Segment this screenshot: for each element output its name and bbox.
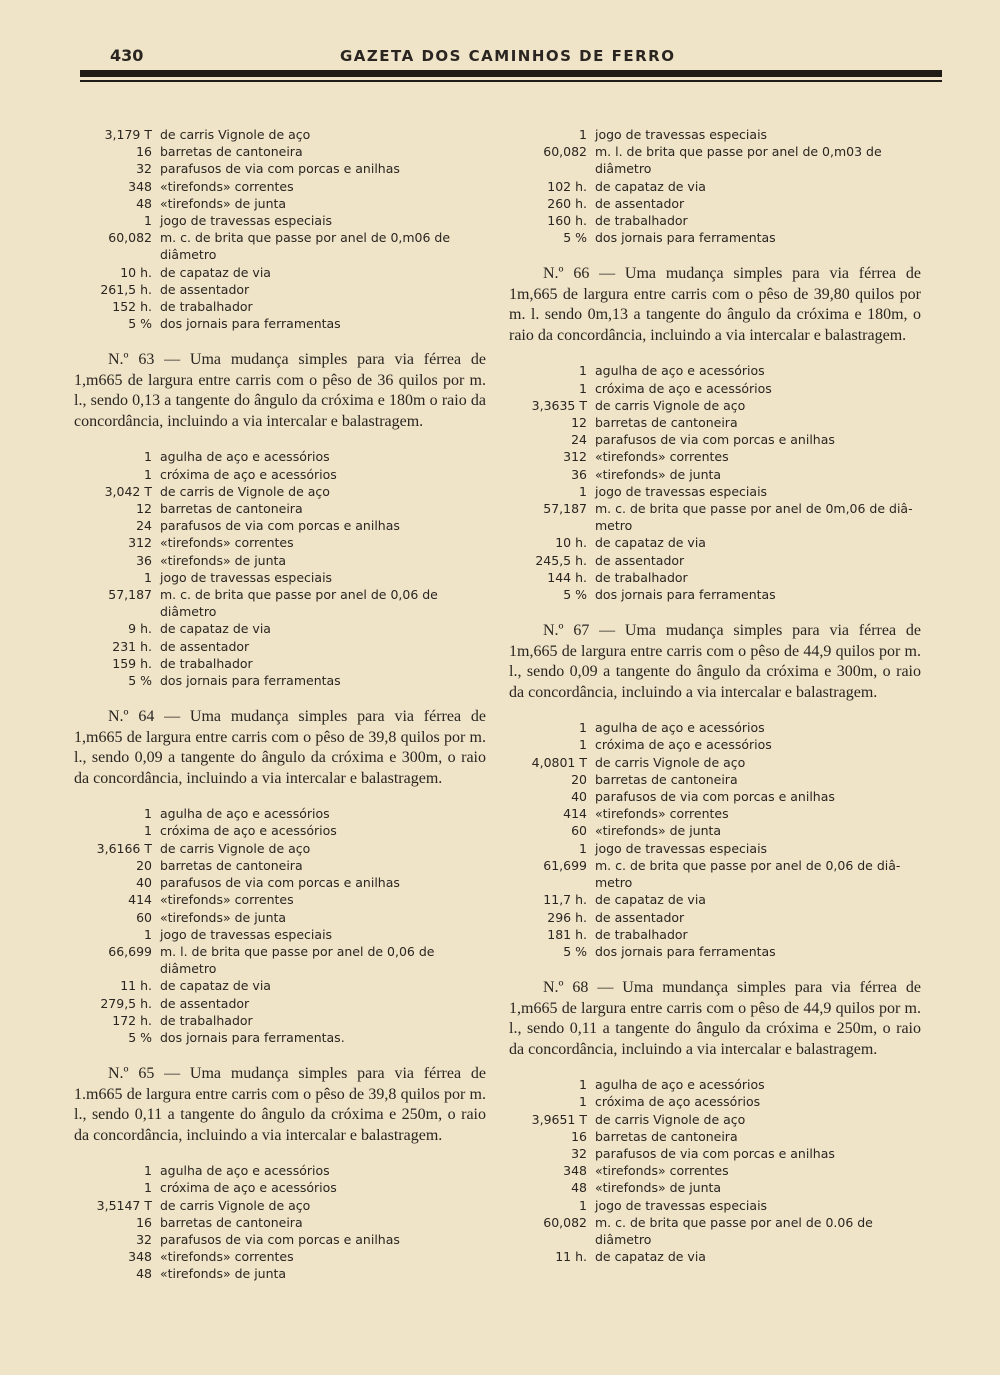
item-description: de capataz de via bbox=[595, 1249, 706, 1265]
item-description: parafusos de via com porcas e anilhas bbox=[160, 161, 400, 177]
item-description: agulha de aço e acessórios bbox=[595, 363, 765, 379]
item-description: de carris de Vignole de aço bbox=[160, 483, 330, 499]
item-quantity: 3,6166 T bbox=[96, 840, 152, 856]
item-quantity: 32 bbox=[136, 161, 152, 177]
item-quantity: 3,9651 T bbox=[531, 1111, 587, 1127]
list-item bbox=[509, 126, 923, 143]
item-description: m. c. de brita que passe por anel de 0.06 de bbox=[595, 1214, 873, 1230]
item-quantity: 231 h. bbox=[112, 638, 152, 654]
item-quantity: 3,042 T bbox=[104, 483, 152, 499]
item-quantity: 60 bbox=[136, 909, 152, 925]
right-column bbox=[503, 126, 923, 1265]
item-description: diâmetro bbox=[160, 604, 217, 620]
list-item bbox=[509, 362, 923, 379]
item-description: diâmetro bbox=[595, 161, 652, 177]
item-description: dos jornais para ferramentas bbox=[160, 673, 341, 689]
item-description: cróxima de aço e acessórios bbox=[160, 466, 337, 482]
list-item bbox=[509, 788, 923, 805]
item-description: de trabalhador bbox=[595, 569, 688, 585]
item-description: agulha de aço e acessórios bbox=[160, 806, 330, 822]
list-item bbox=[74, 822, 488, 839]
list-item bbox=[509, 1076, 923, 1093]
item-quantity: 57,187 bbox=[108, 587, 152, 603]
item-description: «tirefonds» de junta bbox=[160, 909, 287, 925]
item-quantity: 1 bbox=[144, 569, 152, 585]
item-description: metro bbox=[595, 875, 633, 891]
item-quantity: 1 bbox=[144, 213, 152, 229]
item-description: de assentador bbox=[160, 995, 250, 1011]
item-description: dos jornais para ferramentas bbox=[595, 587, 776, 603]
item-quantity: 414 bbox=[128, 892, 152, 908]
item-quantity: 16 bbox=[136, 1214, 152, 1230]
item-description: «tirefonds» de junta bbox=[160, 195, 287, 211]
item-quantity: 24 bbox=[571, 432, 587, 448]
item-description: parafusos de via com porcas e anilhas bbox=[595, 1145, 835, 1161]
item-quantity: 5 % bbox=[563, 230, 587, 246]
list-item bbox=[74, 315, 488, 332]
item-quantity: 1 bbox=[579, 380, 587, 396]
item-quantity: 11,7 h. bbox=[543, 892, 587, 908]
item-description: parafusos de via com porcas e anilhas bbox=[595, 789, 835, 805]
item-quantity: 40 bbox=[571, 789, 587, 805]
item-description: jogo de travessas especiais bbox=[595, 840, 768, 856]
list-item bbox=[509, 1179, 923, 1196]
list-item bbox=[509, 143, 923, 160]
item-quantity: 1 bbox=[144, 926, 152, 942]
item-description: m. c. de brita que passe por anel de 0,06 de bbox=[160, 587, 438, 603]
list-item bbox=[74, 1162, 488, 1179]
item-description: jogo de travessas especiais bbox=[160, 569, 333, 585]
item-description: dos jornais para ferramentas bbox=[160, 316, 341, 332]
item-quantity: 4,0801 T bbox=[531, 754, 587, 770]
list-item bbox=[74, 195, 488, 212]
item-quantity: 312 bbox=[128, 535, 152, 551]
list-item bbox=[74, 620, 488, 637]
item-quantity: 60,082 bbox=[543, 144, 587, 160]
item-quantity: 32 bbox=[136, 1231, 152, 1247]
item-description: jogo de travessas especiais bbox=[595, 127, 768, 142]
list-item bbox=[509, 719, 923, 736]
item-quantity: 1 bbox=[144, 1163, 152, 1179]
list-item bbox=[509, 229, 923, 246]
list-item bbox=[74, 874, 488, 891]
item-quantity: 12 bbox=[571, 415, 587, 431]
item-description: agulha de aço e acessórios bbox=[160, 449, 330, 465]
list-item bbox=[74, 229, 488, 246]
item-description: barretas de cantoneira bbox=[595, 1128, 738, 1144]
item-67-paragraph: N.º 67 — Uma mudança simples para via férrea de 1m,665 de largura entre carris com o pêso de 44,9 quilos por m. l., sendo 0,09 a tangente do ângulo da cróxima e 300m, o raio da concordância, incluindo a via intercalar e balastragem. bbox=[509, 622, 921, 701]
list-item bbox=[74, 552, 488, 569]
item-description: jogo de travessas especiais bbox=[595, 1197, 768, 1213]
item-description: «tirefonds» correntes bbox=[595, 449, 729, 465]
materials-list-65 bbox=[74, 1162, 488, 1282]
item-quantity: 312 bbox=[563, 449, 587, 465]
item-quantity: 260 h. bbox=[547, 195, 587, 211]
item-63-paragraph: N.º 63 — Uma mudança simples para via férrea de 1,m665 de largura entre carris com o pêso de 36 quilos por m. l., sendo 0,13 a tangente do ângulo da cróxima e 180m o raio da concordância, incluindo a via intercalar e balastragem. bbox=[74, 351, 486, 430]
item-description: jogo de travessas especiais bbox=[160, 926, 333, 942]
item-quantity: 1 bbox=[144, 466, 152, 482]
list-item bbox=[509, 1214, 923, 1231]
item-quantity: 1 bbox=[579, 720, 587, 736]
item-quantity: 1 bbox=[144, 806, 152, 822]
list-item bbox=[509, 840, 923, 857]
item-quantity: 10 h. bbox=[555, 535, 587, 551]
list-item bbox=[509, 1231, 923, 1248]
item-quantity: 36 bbox=[571, 466, 587, 482]
list-item bbox=[509, 380, 923, 397]
list-item bbox=[74, 448, 488, 465]
item-description: de trabalhador bbox=[595, 213, 688, 229]
item-quantity: 152 h. bbox=[112, 299, 152, 315]
list-item bbox=[74, 1029, 488, 1046]
list-item bbox=[509, 586, 923, 603]
page-header bbox=[80, 42, 940, 72]
item-quantity: 16 bbox=[136, 144, 152, 160]
materials-list-63 bbox=[74, 448, 488, 689]
item-description: de carris Vignole de aço bbox=[595, 397, 746, 413]
item-quantity: 20 bbox=[571, 771, 587, 787]
list-item bbox=[509, 909, 923, 926]
item-description: «tirefonds» correntes bbox=[595, 1163, 729, 1179]
item-quantity: 1 bbox=[579, 1094, 587, 1110]
item-description: de assentador bbox=[595, 552, 685, 568]
item-description: cróxima de aço e acessórios bbox=[160, 823, 337, 839]
list-item bbox=[509, 569, 923, 586]
item-description: de capataz de via bbox=[595, 892, 706, 908]
list-item bbox=[509, 534, 923, 551]
list-item bbox=[74, 126, 488, 143]
list-item bbox=[74, 500, 488, 517]
list-item bbox=[509, 517, 923, 534]
item-description: de capataz de via bbox=[160, 978, 271, 994]
item-64-paragraph: N.º 64 — Uma mudança simples para via férrea de 1,m665 de largura entre carris com o pêso de 39,8 quilos por m. l., sendo 0,09 a tangente do ângulo da cróxima e 300m, o raio da concordância, incluindo a via intercalar e balastragem. bbox=[74, 708, 486, 787]
page-number: 430 bbox=[110, 46, 144, 65]
item-quantity: 348 bbox=[563, 1163, 587, 1179]
item-description: de carris Vignole de aço bbox=[595, 754, 746, 770]
list-item bbox=[509, 397, 923, 414]
item-description: barretas de cantoneira bbox=[160, 144, 303, 160]
item-quantity: 1 bbox=[579, 1197, 587, 1213]
list-item bbox=[74, 857, 488, 874]
item-description: diâmetro bbox=[595, 1231, 652, 1247]
list-item bbox=[74, 995, 488, 1012]
item-quantity: 3,3635 T bbox=[531, 397, 587, 413]
item-description: de assentador bbox=[160, 638, 250, 654]
list-item bbox=[509, 466, 923, 483]
list-item bbox=[509, 1162, 923, 1179]
item-quantity: 1 bbox=[144, 449, 152, 465]
item-description: parafusos de via com porcas e anilhas bbox=[595, 432, 835, 448]
item-quantity: 1 bbox=[144, 1180, 152, 1196]
item-quantity: 348 bbox=[128, 1249, 152, 1265]
item-description: barretas de cantoneira bbox=[595, 771, 738, 787]
item-quantity: 11 h. bbox=[555, 1249, 587, 1265]
item-description: de capataz de via bbox=[160, 621, 271, 637]
list-item bbox=[509, 483, 923, 500]
list-item bbox=[74, 655, 488, 672]
item-description: parafusos de via com porcas e anilhas bbox=[160, 875, 400, 891]
item-quantity: 279,5 h. bbox=[100, 995, 152, 1011]
list-item bbox=[509, 874, 923, 891]
list-item bbox=[74, 264, 488, 281]
list-item bbox=[74, 569, 488, 586]
item-quantity: 32 bbox=[571, 1145, 587, 1161]
item-quantity: 40 bbox=[136, 875, 152, 891]
list-item bbox=[74, 517, 488, 534]
item-quantity: 5 % bbox=[128, 316, 152, 332]
item-description: cróxima de aço e acessórios bbox=[595, 380, 772, 396]
list-item bbox=[509, 926, 923, 943]
item-description: barretas de cantoneira bbox=[595, 415, 738, 431]
item-description: de assentador bbox=[160, 281, 250, 297]
list-item bbox=[509, 822, 923, 839]
item-description: «tirefonds» de junta bbox=[595, 1180, 722, 1196]
list-item bbox=[74, 281, 488, 298]
item-description: «tirefonds» de junta bbox=[595, 466, 722, 482]
list-item bbox=[509, 943, 923, 960]
item-65-paragraph: N.º 65 — Uma mudança simples para via férrea de 1.m665 de largura entre carris com o pêso de 39,8 quilos por m. l., sendo 0,11 a tangente do ângulo da cróxima e 250m, o raio da concordância, incluindo a via intercalar e balastragem. bbox=[74, 1065, 486, 1144]
item-description: «tirefonds» correntes bbox=[160, 178, 294, 194]
list-item bbox=[509, 891, 923, 908]
list-item bbox=[74, 1214, 488, 1231]
item-quantity: 5 % bbox=[563, 587, 587, 603]
item-description: de trabalhador bbox=[160, 655, 253, 671]
item-quantity: 102 h. bbox=[547, 178, 587, 194]
list-item bbox=[74, 1197, 488, 1214]
item-description: dos jornais para ferramentas. bbox=[160, 1029, 345, 1045]
item-quantity: 1 bbox=[579, 363, 587, 379]
item-quantity: 172 h. bbox=[112, 1012, 152, 1028]
list-item bbox=[509, 212, 923, 229]
list-item bbox=[74, 1231, 488, 1248]
list-item bbox=[74, 1265, 488, 1282]
item-description: de trabalhador bbox=[160, 299, 253, 315]
item-description: agulha de aço e acessórios bbox=[595, 720, 765, 736]
item-quantity: 1 bbox=[579, 127, 587, 142]
list-item bbox=[74, 298, 488, 315]
item-description: diâmetro bbox=[160, 961, 217, 977]
item-quantity: 5 % bbox=[128, 673, 152, 689]
item-description: agulha de aço e acessórios bbox=[595, 1077, 765, 1093]
item-description: barretas de cantoneira bbox=[160, 857, 303, 873]
list-item bbox=[509, 771, 923, 788]
item-description: de capataz de via bbox=[595, 535, 706, 551]
list-item bbox=[74, 1012, 488, 1029]
materials-list-66 bbox=[509, 362, 923, 603]
item-quantity: 296 h. bbox=[547, 909, 587, 925]
list-item bbox=[509, 1093, 923, 1110]
item-quantity: 5 % bbox=[128, 1029, 152, 1045]
list-item bbox=[74, 483, 488, 500]
item-description: jogo de travessas especiais bbox=[595, 483, 768, 499]
list-item bbox=[509, 448, 923, 465]
list-item bbox=[74, 909, 488, 926]
list-item bbox=[509, 736, 923, 753]
item-description: jogo de travessas especiais bbox=[160, 213, 333, 229]
item-description: cróxima de aço e acessórios bbox=[160, 1180, 337, 1196]
list-item bbox=[509, 1197, 923, 1214]
item-quantity: 60 bbox=[571, 823, 587, 839]
item-quantity: 160 h. bbox=[547, 213, 587, 229]
item-description: de assentador bbox=[595, 195, 685, 211]
item-66-paragraph: N.º 66 — Uma mudança simples para via férrea de 1m,665 de largura entre carris com o pêso de 39,80 quilos por m. l. sendo 0m,13 a tangente do ângulo da cróxima e 180m, o raio da concordância, incluindo a via intercalar e balastragem. bbox=[509, 265, 921, 344]
materials-list-64 bbox=[74, 805, 488, 1046]
item-quantity: 10 h. bbox=[120, 264, 152, 280]
item-description: m. l. de brita que passe por anel de 0,06 de bbox=[160, 943, 435, 959]
item-description: «tirefonds» correntes bbox=[595, 806, 729, 822]
item-description: «tirefonds» correntes bbox=[160, 535, 294, 551]
list-item bbox=[509, 178, 923, 195]
item-quantity: 60,082 bbox=[108, 230, 152, 246]
list-item bbox=[509, 1248, 923, 1265]
item-description: parafusos de via com porcas e anilhas bbox=[160, 1231, 400, 1247]
list-item bbox=[74, 212, 488, 229]
item-description: de carris Vignole de aço bbox=[160, 1197, 311, 1213]
list-item bbox=[74, 977, 488, 994]
item-quantity: 61,699 bbox=[543, 857, 587, 873]
list-item bbox=[74, 926, 488, 943]
list-item bbox=[74, 534, 488, 551]
list-item bbox=[509, 414, 923, 431]
list-item bbox=[74, 246, 488, 263]
materials-list-67 bbox=[509, 719, 923, 960]
item-quantity: 1 bbox=[579, 483, 587, 499]
item-quantity: 1 bbox=[144, 823, 152, 839]
item-quantity: 261,5 h. bbox=[100, 281, 152, 297]
item-description: m. c. de brita que passe por anel de 0m,06 de diâ- bbox=[595, 501, 913, 517]
item-68-paragraph: N.º 68 — Uma mundança simples para via férrea de 1,m665 de largura entre carris com o pêso de 44,9 quilos por m. l., sendo 0,11 a tangente do ângulo da cróxima e 250m, o raio da concordância, incluindo a via intercalar e balastragem. bbox=[509, 979, 921, 1058]
item-description: m. l. de brita que passe por anel de 0,m03 de bbox=[595, 144, 882, 160]
list-item bbox=[74, 143, 488, 160]
item-description: de capataz de via bbox=[160, 264, 271, 280]
item-quantity: 348 bbox=[128, 178, 152, 194]
item-description: dos jornais para ferramentas bbox=[595, 230, 776, 246]
item-quantity: 9 h. bbox=[128, 621, 152, 637]
item-quantity: 3,5147 T bbox=[96, 1197, 152, 1213]
item-quantity: 57,187 bbox=[543, 501, 587, 517]
item-description: de carris Vignole de aço bbox=[160, 127, 311, 142]
list-item bbox=[74, 638, 488, 655]
list-item bbox=[74, 943, 488, 960]
item-description: «tirefonds» correntes bbox=[160, 1249, 294, 1265]
item-description: dos jornais para ferramentas bbox=[595, 943, 776, 959]
item-quantity: 144 h. bbox=[547, 569, 587, 585]
header-rule-thick bbox=[80, 70, 942, 77]
list-item bbox=[509, 857, 923, 874]
header-rule-thin bbox=[80, 80, 942, 82]
item-quantity: 24 bbox=[136, 518, 152, 534]
item-quantity: 48 bbox=[136, 1266, 152, 1282]
item-description: barretas de cantoneira bbox=[160, 501, 303, 517]
list-item bbox=[74, 586, 488, 603]
list-item bbox=[74, 603, 488, 620]
list-item bbox=[74, 960, 488, 977]
publication-title: GAZETA DOS CAMINHOS DE FERRO bbox=[340, 47, 676, 65]
item-quantity: 1 bbox=[579, 737, 587, 753]
list-item bbox=[509, 1145, 923, 1162]
item-description: cróxima de aço acessórios bbox=[595, 1094, 761, 1110]
item-quantity: 48 bbox=[136, 195, 152, 211]
item-quantity: 16 bbox=[571, 1128, 587, 1144]
item-description: m. c. de brita que passe por anel de 0,m06 de bbox=[160, 230, 451, 246]
item-description: de capataz de via bbox=[595, 178, 706, 194]
item-quantity: 11 h. bbox=[120, 978, 152, 994]
item-description: agulha de aço e acessórios bbox=[160, 1163, 330, 1179]
item-quantity: 66,699 bbox=[108, 943, 152, 959]
list-item bbox=[74, 1248, 488, 1265]
list-item bbox=[509, 754, 923, 771]
item-description: de carris Vignole de aço bbox=[595, 1111, 746, 1127]
item-quantity: 3,179 T bbox=[104, 127, 152, 142]
list-item bbox=[509, 195, 923, 212]
item-quantity: 245,5 h. bbox=[535, 552, 587, 568]
list-item bbox=[509, 431, 923, 448]
left-column bbox=[68, 126, 488, 1283]
item-quantity: 60,082 bbox=[543, 1214, 587, 1230]
item-description: de trabalhador bbox=[160, 1012, 253, 1028]
list-item bbox=[509, 500, 923, 517]
item-description: m. c. de brita que passe por anel de 0,06 de diâ- bbox=[595, 857, 901, 873]
item-quantity: 414 bbox=[563, 806, 587, 822]
item-description: de carris Vignole de aço bbox=[160, 840, 311, 856]
item-quantity: 20 bbox=[136, 857, 152, 873]
materials-list bbox=[74, 126, 488, 332]
item-quantity: 48 bbox=[571, 1180, 587, 1196]
item-description: metro bbox=[595, 518, 633, 534]
item-quantity: 5 % bbox=[563, 943, 587, 959]
item-description: diâmetro bbox=[160, 247, 217, 263]
list-item bbox=[74, 805, 488, 822]
list-item bbox=[74, 1179, 488, 1196]
list-item bbox=[509, 1128, 923, 1145]
list-item bbox=[74, 466, 488, 483]
item-quantity: 1 bbox=[579, 840, 587, 856]
list-item bbox=[509, 160, 923, 177]
list-item bbox=[74, 891, 488, 908]
list-item bbox=[509, 552, 923, 569]
item-quantity: 36 bbox=[136, 552, 152, 568]
list-item bbox=[509, 1111, 923, 1128]
item-description: «tirefonds» correntes bbox=[160, 892, 294, 908]
materials-list-cont bbox=[509, 126, 923, 246]
materials-list-68 bbox=[509, 1076, 923, 1265]
item-description: cróxima de aço e acessórios bbox=[595, 737, 772, 753]
item-description: «tirefonds» de junta bbox=[595, 823, 722, 839]
item-quantity: 159 h. bbox=[112, 655, 152, 671]
item-description: parafusos de via com porcas e anilhas bbox=[160, 518, 400, 534]
list-item bbox=[509, 805, 923, 822]
item-description: barretas de cantoneira bbox=[160, 1214, 303, 1230]
list-item bbox=[74, 178, 488, 195]
item-description: «tirefonds» de junta bbox=[160, 552, 287, 568]
item-description: «tirefonds» de junta bbox=[160, 1266, 287, 1282]
item-description: de assentador bbox=[595, 909, 685, 925]
item-quantity: 1 bbox=[579, 1077, 587, 1093]
item-description: de trabalhador bbox=[595, 926, 688, 942]
item-quantity: 12 bbox=[136, 501, 152, 517]
list-item bbox=[74, 160, 488, 177]
list-item bbox=[74, 840, 488, 857]
item-quantity: 181 h. bbox=[547, 926, 587, 942]
list-item bbox=[74, 672, 488, 689]
